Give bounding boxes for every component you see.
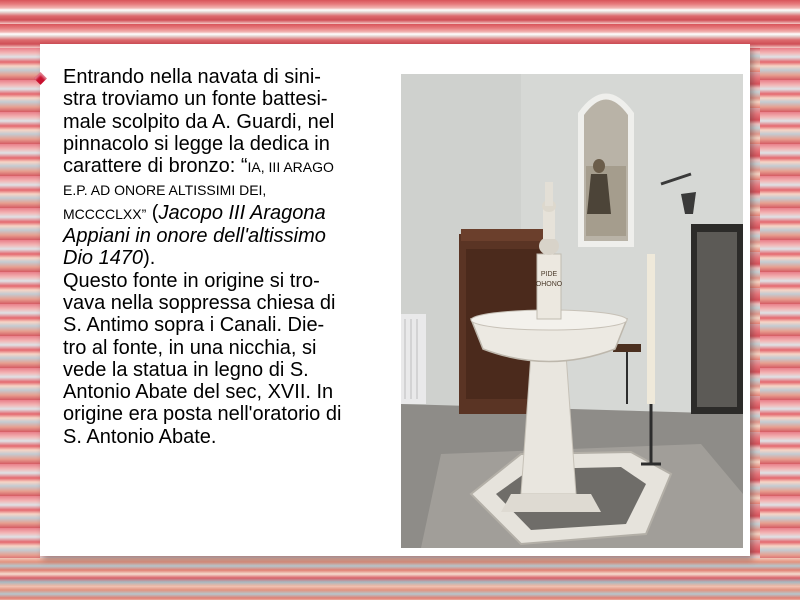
text-line	[63, 202, 403, 225]
text-fragment: ).	[143, 247, 156, 270]
text-line: vede la statua in legno di S.	[63, 358, 309, 381]
inscription-text: E.P. AD ONORE ALTISSIMI DEI,	[63, 182, 267, 199]
baptismal-font-photo	[401, 74, 743, 548]
text-line: S. Antimo sopra i Canali. Die-	[63, 314, 325, 337]
text-line	[63, 155, 403, 178]
translation-text: Appiani in onore dell'altissimo	[63, 225, 326, 248]
translation-text: Dio 1470	[63, 247, 144, 270]
decorative-stripe-left	[0, 48, 40, 558]
text-line: male scolpito da A. Guardi, nel	[63, 110, 335, 133]
text-line: tro al fonte, in una nicchia, si	[63, 336, 317, 359]
inscription-line: PIDE	[540, 271, 558, 278]
slide-body-text	[63, 66, 403, 448]
decorative-stripe-top	[0, 0, 800, 48]
text-line: origine era posta nell'oratorio di	[63, 403, 342, 426]
text-line: Questo fonte in origine si tro-	[63, 269, 320, 292]
decorative-stripe-right	[760, 48, 800, 558]
translation-text: Jacopo III Aragona	[158, 201, 326, 224]
text-line	[63, 178, 403, 201]
text-line: Antonio Abate del sec, XVII. In	[63, 381, 334, 404]
text-line: stra troviamo un fonte battesi-	[63, 88, 328, 111]
text-fragment: carattere di bronzo: “	[63, 155, 248, 178]
text-fragment: (	[146, 201, 159, 224]
text-line: vava nella soppressa chiesa di	[63, 291, 336, 314]
photo-illustration	[401, 74, 743, 548]
text-line: pinnacolo si legge la dedica in	[63, 132, 330, 155]
decorative-stripe-bottom	[0, 558, 800, 600]
text-line: Entrando nella navata di sini-	[63, 66, 321, 88]
text-line: S. Antonio Abate.	[63, 425, 217, 448]
inscription-text: MCCCCLXX”	[63, 205, 147, 222]
text-line	[63, 247, 403, 269]
inscription-line: OHONO	[535, 281, 563, 288]
text-line	[63, 225, 403, 247]
inscription-text: IA, III ARAGO	[247, 159, 334, 176]
